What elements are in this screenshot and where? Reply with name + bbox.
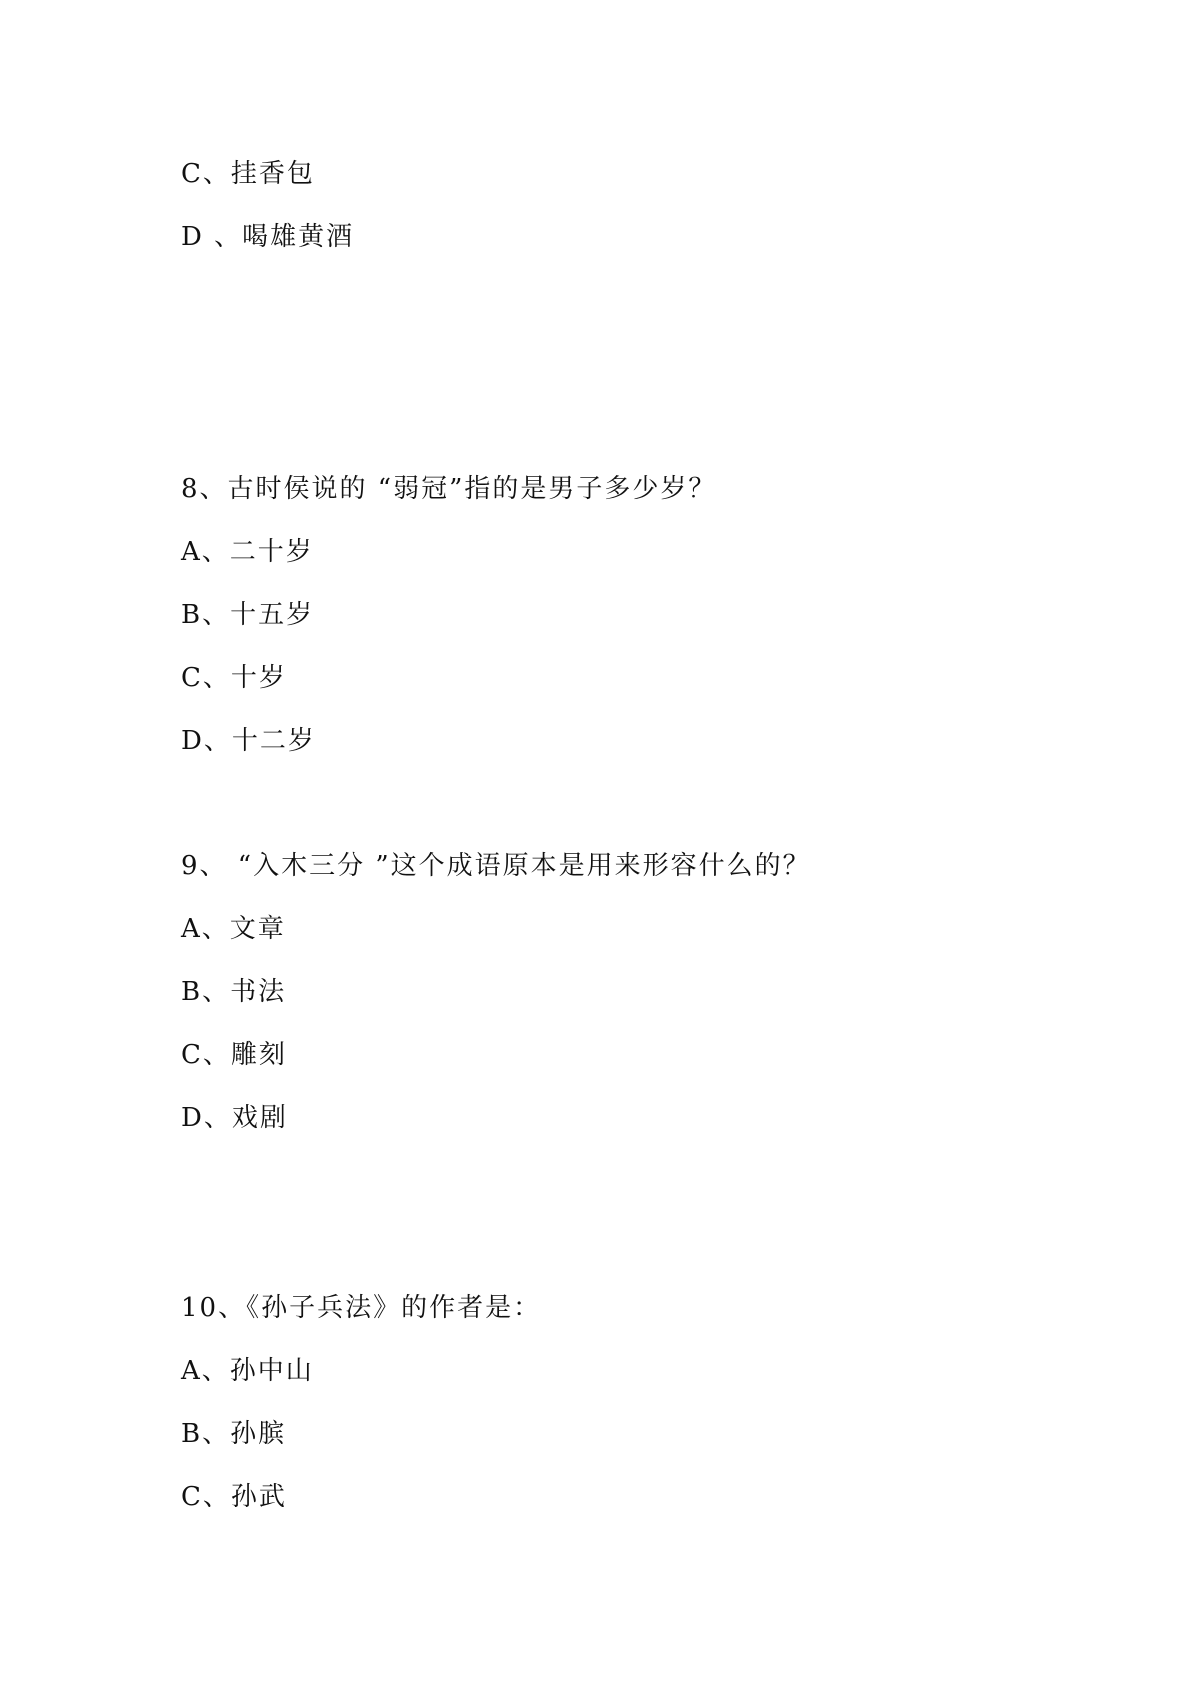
q8-question: 8、古时侯说的 “弱冠”指的是男子多少岁？: [181, 474, 717, 504]
q9-option-c: C、雕刻: [181, 1040, 287, 1070]
q9-option-b: B、书法: [181, 977, 287, 1007]
q9-option-d: D、戏剧: [181, 1103, 288, 1133]
q8-option-d: D、十二岁: [181, 726, 316, 756]
q10-question: 10、《孙子兵法》的作者是：: [181, 1293, 542, 1323]
q9-option-a: A、文章: [181, 914, 286, 944]
q9-question: 9、 “入木三分 ”这个成语原本是用来形容什么的？: [181, 851, 811, 881]
q10-option-c: C、孙武: [181, 1482, 287, 1512]
q8-option-a: A、二十岁: [181, 537, 314, 567]
q10-option-a: A、孙中山: [181, 1356, 314, 1386]
q10-option-b: B、孙膑: [181, 1419, 287, 1449]
q7-option-d: D 、喝雄黄酒: [181, 222, 355, 252]
q7-option-c: C、挂香包: [181, 159, 315, 189]
q8-option-c: C、十岁: [181, 663, 287, 693]
q8-option-b: B、十五岁: [181, 600, 315, 630]
